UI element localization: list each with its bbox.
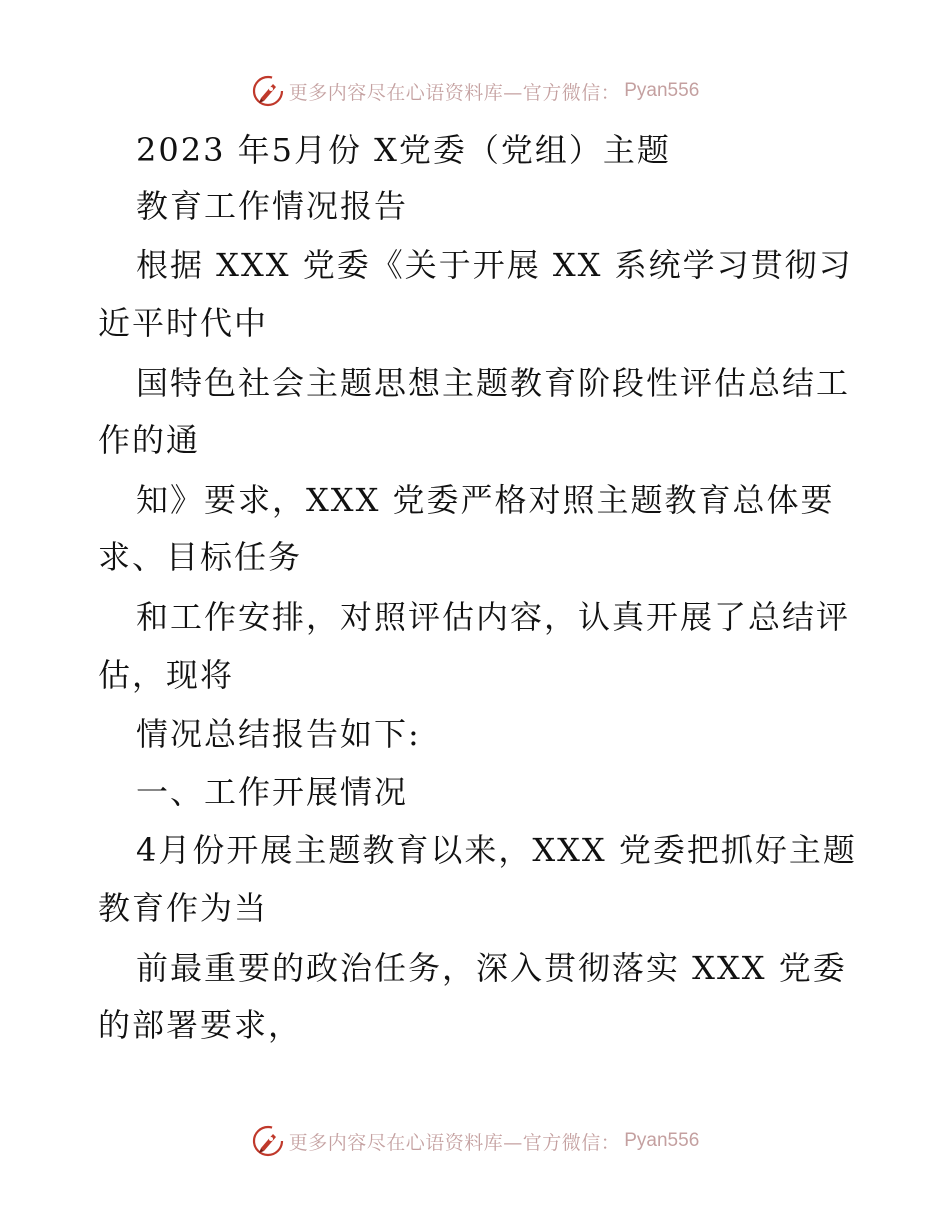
watermark-text: 更多内容尽在心语资料库—官方微信： xyxy=(288,1131,621,1154)
paragraph-line: 和工作安排，对照评估内容，认真开展了总结评 xyxy=(136,598,851,636)
paragraph-line: 前最重要的政治任务，深入贯彻落实 XXX 党委 xyxy=(136,949,847,987)
paragraph-line: 国特色社会主题思想主题教育阶段性评估总结工 xyxy=(136,364,851,402)
paragraph-line: 近平时代中 xyxy=(98,304,269,342)
paragraph-line: 根据 XXX 党委《关于开展 XX 系统学习贯彻习 xyxy=(136,246,853,284)
paragraph-line: 估，现将 xyxy=(98,656,235,694)
paragraph-line: 求、目标任务 xyxy=(98,538,303,576)
paragraph-line: 4月份开展主题教育以来，XXX 党委把抓好主题 xyxy=(136,831,857,869)
pen-logo-icon xyxy=(251,1124,285,1158)
title-line-1: 2023 年5月份 X党委（党组）主题 xyxy=(136,131,671,169)
footer-watermark xyxy=(0,1121,950,1161)
paragraph-line: 的部署要求， xyxy=(98,1006,303,1044)
paragraph-line: 作的通 xyxy=(98,421,201,459)
pen-logo-icon xyxy=(251,74,285,108)
header-watermark xyxy=(0,71,950,111)
paragraph-line: 教育作为当 xyxy=(98,889,269,927)
watermark-text: 更多内容尽在心语资料库—官方微信： xyxy=(288,81,621,104)
title-line-2: 教育工作情况报告 xyxy=(136,187,409,225)
watermark-account: Pyan556 xyxy=(624,80,700,101)
watermark-account: Pyan556 xyxy=(624,1130,700,1151)
paragraph-line: 情况总结报告如下: xyxy=(136,715,421,753)
paragraph-line: 知》要求，XXX 党委严格对照主题教育总体要 xyxy=(136,481,835,519)
section-heading: 一、工作开展情况 xyxy=(136,773,409,811)
